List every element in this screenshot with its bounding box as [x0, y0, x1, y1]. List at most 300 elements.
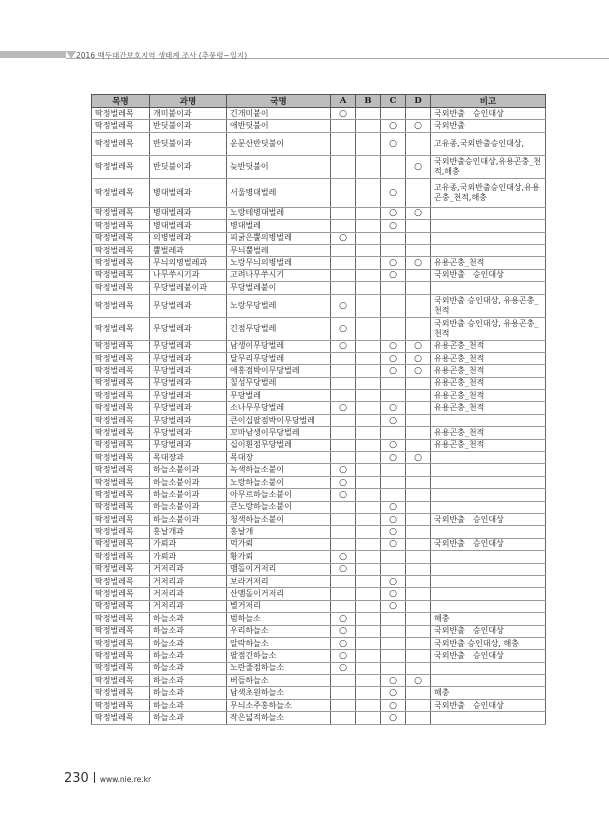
cell-c: ○ — [381, 575, 406, 587]
cell-d — [406, 551, 431, 563]
cell-c: ○ — [381, 365, 406, 377]
cell-c: ○ — [381, 402, 406, 414]
cell-korean-name: 황가뢰 — [227, 551, 331, 563]
cell-remarks: 고유종,국외반출승인대상,유용곤충_천적,해충 — [431, 178, 546, 207]
cell-remarks: 국외반출 — [431, 120, 546, 132]
cell-remarks — [431, 282, 546, 294]
cell-family: 무늬의병벌레과 — [150, 257, 227, 269]
cell-b — [356, 232, 381, 244]
cell-b — [356, 613, 381, 625]
cell-d — [406, 294, 431, 317]
cell-order: 딱정벌레목 — [92, 712, 150, 724]
cell-korean-name: 녹색하늘소붙이 — [227, 464, 331, 476]
cell-b — [356, 178, 381, 207]
table-row — [92, 489, 546, 501]
cell-korean-name: 노랑테병대벌레 — [227, 207, 331, 219]
cell-c: ○ — [381, 588, 406, 600]
cell-b — [356, 675, 381, 687]
cell-family: 반딧불이과 — [150, 120, 227, 132]
cell-b — [356, 699, 381, 711]
cell-a: ○ — [331, 340, 356, 352]
cell-korean-name: 아무르하늘소붙이 — [227, 489, 331, 501]
cell-remarks: 국외반출 승인대상 — [431, 269, 546, 281]
cell-remarks — [431, 712, 546, 724]
cell-remarks: 해충 — [431, 613, 546, 625]
cell-order: 딱정벌레목 — [92, 340, 150, 352]
cell-remarks: 국외반출 승인대상 — [431, 650, 546, 662]
cell-korean-name: 칠성무당벌레 — [227, 377, 331, 389]
cell-family: 하늘소과 — [150, 650, 227, 662]
cell-family: 거저리과 — [150, 563, 227, 575]
cell-remarks: 유용곤충_천적 — [431, 377, 546, 389]
column-header-d: D — [406, 95, 431, 108]
cell-family: 병대벌레과 — [150, 220, 227, 232]
cell-d — [406, 244, 431, 256]
cell-korean-name: 서울병대벌레 — [227, 178, 331, 207]
cell-remarks: 해충 — [431, 687, 546, 699]
cell-order: 딱정벌레목 — [92, 538, 150, 550]
cell-order: 딱정벌레목 — [92, 377, 150, 389]
cell-remarks — [431, 232, 546, 244]
cell-c: ○ — [381, 120, 406, 132]
cell-korean-name: 청색하늘소붙이 — [227, 513, 331, 525]
cell-c: ○ — [381, 269, 406, 281]
cell-c: ○ — [381, 712, 406, 724]
table-row — [92, 220, 546, 232]
cell-a: ○ — [331, 563, 356, 575]
cell-korean-name: 보라거저리 — [227, 575, 331, 587]
cell-order: 딱정벌레목 — [92, 575, 150, 587]
cell-b — [356, 244, 381, 256]
cell-order: 딱정벌레목 — [92, 155, 150, 178]
cell-order: 딱정벌레목 — [92, 414, 150, 426]
cell-family: 목대장과 — [150, 452, 227, 464]
column-header-remarks: 비고 — [431, 95, 546, 108]
table-row — [92, 269, 546, 281]
cell-b — [356, 207, 381, 219]
cell-family: 하늘소과 — [150, 625, 227, 637]
cell-remarks: 국외반출 승인대상, 유용곤충_천적 — [431, 317, 546, 340]
cell-korean-name: 늦반딧불이 — [227, 155, 331, 178]
cell-d — [406, 427, 431, 439]
cell-c — [381, 294, 406, 317]
cell-order: 딱정벌레목 — [92, 588, 150, 600]
cell-d: ○ — [406, 352, 431, 364]
cell-a — [331, 257, 356, 269]
cell-family: 하늘소붙이과 — [150, 476, 227, 488]
cell-remarks: 국외반출 승인대상 — [431, 699, 546, 711]
cell-d — [406, 402, 431, 414]
cell-korean-name: 노란줄점하늘소 — [227, 662, 331, 674]
cell-c: ○ — [381, 178, 406, 207]
cell-a — [331, 600, 356, 612]
table-row — [92, 687, 546, 699]
cell-a — [331, 538, 356, 550]
cell-b — [356, 687, 381, 699]
cell-korean-name: 별거저리 — [227, 600, 331, 612]
cell-order: 딱정벌레목 — [92, 244, 150, 256]
cell-c — [381, 232, 406, 244]
cell-korean-name: 고려나무쑤시기 — [227, 269, 331, 281]
cell-order: 딱정벌레목 — [92, 317, 150, 340]
cell-order: 딱정벌레목 — [92, 132, 150, 155]
cell-remarks — [431, 207, 546, 219]
cell-d — [406, 687, 431, 699]
cell-b — [356, 600, 381, 612]
column-header-b: B — [356, 95, 381, 108]
cell-c: ○ — [381, 220, 406, 232]
cell-d — [406, 439, 431, 451]
cell-b — [356, 452, 381, 464]
cell-d — [406, 476, 431, 488]
cell-order: 딱정벌레목 — [92, 526, 150, 538]
cell-c — [381, 563, 406, 575]
cell-remarks — [431, 600, 546, 612]
cell-korean-name: 애홍점박이무당벌레 — [227, 365, 331, 377]
cell-order: 딱정벌레목 — [92, 675, 150, 687]
cell-a — [331, 575, 356, 587]
cell-korean-name: 병대벌레 — [227, 220, 331, 232]
cell-family: 개미붙이과 — [150, 108, 227, 120]
cell-a — [331, 220, 356, 232]
cell-d — [406, 489, 431, 501]
cell-b — [356, 294, 381, 317]
cell-a — [331, 427, 356, 439]
cell-family: 가뢰과 — [150, 551, 227, 563]
table-row — [92, 244, 546, 256]
cell-a — [331, 155, 356, 178]
cell-c: ○ — [381, 600, 406, 612]
cell-family: 하늘소과 — [150, 637, 227, 649]
cell-order: 딱정벌레목 — [92, 501, 150, 513]
cell-korean-name: 홍날개 — [227, 526, 331, 538]
cell-remarks — [431, 414, 546, 426]
cell-remarks — [431, 220, 546, 232]
cell-c: ○ — [381, 699, 406, 711]
cell-korean-name: 무당벌레붙이 — [227, 282, 331, 294]
cell-b — [356, 120, 381, 132]
cell-order: 딱정벌레목 — [92, 600, 150, 612]
cell-b — [356, 563, 381, 575]
cell-family: 하늘소과 — [150, 699, 227, 711]
cell-d: ○ — [406, 257, 431, 269]
cell-remarks — [431, 526, 546, 538]
cell-order: 딱정벌레목 — [92, 352, 150, 364]
cell-family: 병대벌레과 — [150, 207, 227, 219]
cell-order: 딱정벌레목 — [92, 613, 150, 625]
table-row — [92, 257, 546, 269]
cell-b — [356, 414, 381, 426]
cell-d — [406, 637, 431, 649]
cell-korean-name: 범하늘소 — [227, 613, 331, 625]
cell-c — [381, 489, 406, 501]
cell-family: 가뢰과 — [150, 538, 227, 550]
cell-order: 딱정벌레목 — [92, 108, 150, 120]
cell-b — [356, 501, 381, 513]
cell-d — [406, 600, 431, 612]
cell-order: 딱정벌레목 — [92, 637, 150, 649]
cell-family: 병대벌레과 — [150, 178, 227, 207]
cell-order: 딱정벌레목 — [92, 551, 150, 563]
cell-korean-name: 버들하늘소 — [227, 675, 331, 687]
cell-d — [406, 625, 431, 637]
cell-c — [381, 390, 406, 402]
cell-family: 무당벌레과 — [150, 439, 227, 451]
cell-korean-name: 목대장 — [227, 452, 331, 464]
table-row — [92, 538, 546, 550]
cell-b — [356, 257, 381, 269]
cell-c: ○ — [381, 207, 406, 219]
cell-b — [356, 269, 381, 281]
cell-c: ○ — [381, 501, 406, 513]
cell-c — [381, 155, 406, 178]
cell-d — [406, 317, 431, 340]
cell-a: ○ — [331, 637, 356, 649]
cell-a — [331, 699, 356, 711]
table-row — [92, 526, 546, 538]
cell-remarks: 유용곤충_천적 — [431, 340, 546, 352]
cell-korean-name: 달무리무당벌레 — [227, 352, 331, 364]
cell-order: 딱정벌레목 — [92, 476, 150, 488]
cell-a — [331, 352, 356, 364]
cell-a: ○ — [331, 489, 356, 501]
cell-d — [406, 108, 431, 120]
cell-family: 무당벌레과 — [150, 352, 227, 364]
cell-order: 딱정벌레목 — [92, 207, 150, 219]
cell-family: 하늘소과 — [150, 675, 227, 687]
cell-remarks: 국외반출 승인대상 — [431, 538, 546, 550]
cell-c — [381, 613, 406, 625]
cell-remarks: 유용곤충_천적 — [431, 427, 546, 439]
cell-a: ○ — [331, 551, 356, 563]
cell-b — [356, 513, 381, 525]
table-row — [92, 637, 546, 649]
table-row — [92, 501, 546, 513]
cell-b — [356, 282, 381, 294]
cell-a — [331, 452, 356, 464]
cell-d: ○ — [406, 120, 431, 132]
cell-family: 반딧불이과 — [150, 155, 227, 178]
cell-a — [331, 269, 356, 281]
table-row — [92, 207, 546, 219]
cell-remarks: 고유종,국외반출승인대상, — [431, 132, 546, 155]
cell-remarks — [431, 551, 546, 563]
cell-remarks: 국외반출 승인대상 — [431, 108, 546, 120]
cell-d — [406, 377, 431, 389]
table-row — [92, 712, 546, 724]
cell-order: 딱정벌레목 — [92, 687, 150, 699]
cell-d: ○ — [406, 452, 431, 464]
cell-a — [331, 178, 356, 207]
footer-url: www.nie.re.kr — [99, 775, 152, 784]
cell-d — [406, 650, 431, 662]
cell-b — [356, 427, 381, 439]
cell-order: 딱정벌레목 — [92, 220, 150, 232]
cell-korean-name: 십이흰점무당벌레 — [227, 439, 331, 451]
cell-korean-name: 애반딧불이 — [227, 120, 331, 132]
cell-family: 무당벌레과 — [150, 340, 227, 352]
cell-b — [356, 352, 381, 364]
table-row — [92, 108, 546, 120]
running-header-title: 2016 백두대간보호지역 생태계 조사 (추풍령~일지) — [76, 51, 248, 60]
cell-remarks: 국외반출 승인대상 — [431, 625, 546, 637]
cell-family: 하늘소붙이과 — [150, 464, 227, 476]
cell-order: 딱정벌레목 — [92, 402, 150, 414]
cell-korean-name: 팔점긴하늘소 — [227, 650, 331, 662]
cell-c: ○ — [381, 414, 406, 426]
cell-order: 딱정벌레목 — [92, 699, 150, 711]
cell-family: 무당벌레과 — [150, 390, 227, 402]
cell-remarks: 유용곤충_천적 — [431, 352, 546, 364]
cell-b — [356, 662, 381, 674]
cell-c: ○ — [381, 340, 406, 352]
cell-a — [331, 377, 356, 389]
table-header-row — [92, 95, 546, 108]
cell-family: 하늘소과 — [150, 613, 227, 625]
cell-c: ○ — [381, 538, 406, 550]
cell-c: ○ — [381, 687, 406, 699]
cell-c — [381, 650, 406, 662]
cell-order: 딱정벌레목 — [92, 232, 150, 244]
cell-order: 딱정벌레목 — [92, 257, 150, 269]
cell-family: 무당벌레과 — [150, 365, 227, 377]
cell-b — [356, 439, 381, 451]
table-row — [92, 178, 546, 207]
table-row — [92, 476, 546, 488]
cell-order: 딱정벌레목 — [92, 439, 150, 451]
cell-korean-name: 큰이십팔점박이무당벌레 — [227, 414, 331, 426]
table-row — [92, 464, 546, 476]
cell-remarks: 유용곤충_천적 — [431, 402, 546, 414]
cell-family: 무당벌레과 — [150, 427, 227, 439]
table-row — [92, 613, 546, 625]
cell-remarks — [431, 464, 546, 476]
cell-a — [331, 282, 356, 294]
cell-c: ○ — [381, 675, 406, 687]
table-row — [92, 294, 546, 317]
cell-family: 나무쑤시기과 — [150, 269, 227, 281]
table-row — [92, 317, 546, 340]
cell-c: ○ — [381, 526, 406, 538]
cell-remarks: 국외반출 승인대상 — [431, 513, 546, 525]
cell-d — [406, 575, 431, 587]
cell-family: 무당벌레과 — [150, 377, 227, 389]
cell-korean-name: 노랑하늘소붙이 — [227, 476, 331, 488]
cell-korean-name: 피굵은뿔의병벌레 — [227, 232, 331, 244]
cell-d — [406, 132, 431, 155]
cell-b — [356, 402, 381, 414]
cell-d — [406, 414, 431, 426]
table-row — [92, 699, 546, 711]
cell-remarks — [431, 588, 546, 600]
table-row — [92, 551, 546, 563]
cell-b — [356, 625, 381, 637]
cell-remarks — [431, 662, 546, 674]
cell-d — [406, 513, 431, 525]
cell-a: ○ — [331, 464, 356, 476]
table-row — [92, 155, 546, 178]
cell-remarks: 유용곤충_천적 — [431, 365, 546, 377]
cell-remarks — [431, 501, 546, 513]
cell-b — [356, 526, 381, 538]
cell-b — [356, 538, 381, 550]
cell-family: 하늘소붙이과 — [150, 513, 227, 525]
cell-a — [331, 365, 356, 377]
cell-d — [406, 282, 431, 294]
cell-a: ○ — [331, 650, 356, 662]
cell-d — [406, 538, 431, 550]
cell-b — [356, 575, 381, 587]
cell-a — [331, 120, 356, 132]
cell-family: 무당벌레붙이과 — [150, 282, 227, 294]
cell-korean-name: 꼬마남생이무당벌레 — [227, 427, 331, 439]
cell-d — [406, 269, 431, 281]
page-footer — [64, 767, 151, 786]
cell-b — [356, 155, 381, 178]
table-row — [92, 282, 546, 294]
cell-b — [356, 476, 381, 488]
cell-a — [331, 712, 356, 724]
cell-order: 딱정벌레목 — [92, 294, 150, 317]
cell-a: ○ — [331, 402, 356, 414]
table-row — [92, 452, 546, 464]
cell-family: 하늘소붙이과 — [150, 489, 227, 501]
cell-d: ○ — [406, 675, 431, 687]
table-row — [92, 120, 546, 132]
cell-korean-name: 긴개미붙이 — [227, 108, 331, 120]
table-row — [92, 340, 546, 352]
cell-c — [381, 464, 406, 476]
cell-remarks — [431, 563, 546, 575]
cell-remarks — [431, 675, 546, 687]
table-row — [92, 402, 546, 414]
cell-korean-name: 작은넓적하늘소 — [227, 712, 331, 724]
cell-d: ○ — [406, 207, 431, 219]
cell-d — [406, 563, 431, 575]
cell-a: ○ — [331, 625, 356, 637]
table-row — [92, 365, 546, 377]
cell-family: 무당벌레과 — [150, 294, 227, 317]
cell-family: 뿔벌레과 — [150, 244, 227, 256]
column-header-korean-name: 국명 — [227, 95, 331, 108]
cell-korean-name: 무늬뿔벌레 — [227, 244, 331, 256]
cell-c — [381, 625, 406, 637]
cell-order: 딱정벌레목 — [92, 662, 150, 674]
cell-korean-name: 무당벌레 — [227, 390, 331, 402]
cell-d — [406, 178, 431, 207]
cell-b — [356, 650, 381, 662]
cell-b — [356, 588, 381, 600]
cell-remarks: 유용곤충_천적 — [431, 390, 546, 402]
cell-korean-name: 먹가뢰 — [227, 538, 331, 550]
cell-c — [381, 662, 406, 674]
cell-a — [331, 526, 356, 538]
cell-order: 딱정벌레목 — [92, 452, 150, 464]
cell-c: ○ — [381, 352, 406, 364]
cell-c — [381, 427, 406, 439]
cell-b — [356, 637, 381, 649]
cell-d — [406, 526, 431, 538]
cell-family: 무당벌레과 — [150, 317, 227, 340]
cell-a — [331, 439, 356, 451]
cell-a: ○ — [331, 662, 356, 674]
cell-a — [331, 207, 356, 219]
cell-order: 딱정벌레목 — [92, 489, 150, 501]
cell-d: ○ — [406, 155, 431, 178]
table-row — [92, 377, 546, 389]
cell-b — [356, 220, 381, 232]
page-number: 230 — [64, 771, 89, 786]
